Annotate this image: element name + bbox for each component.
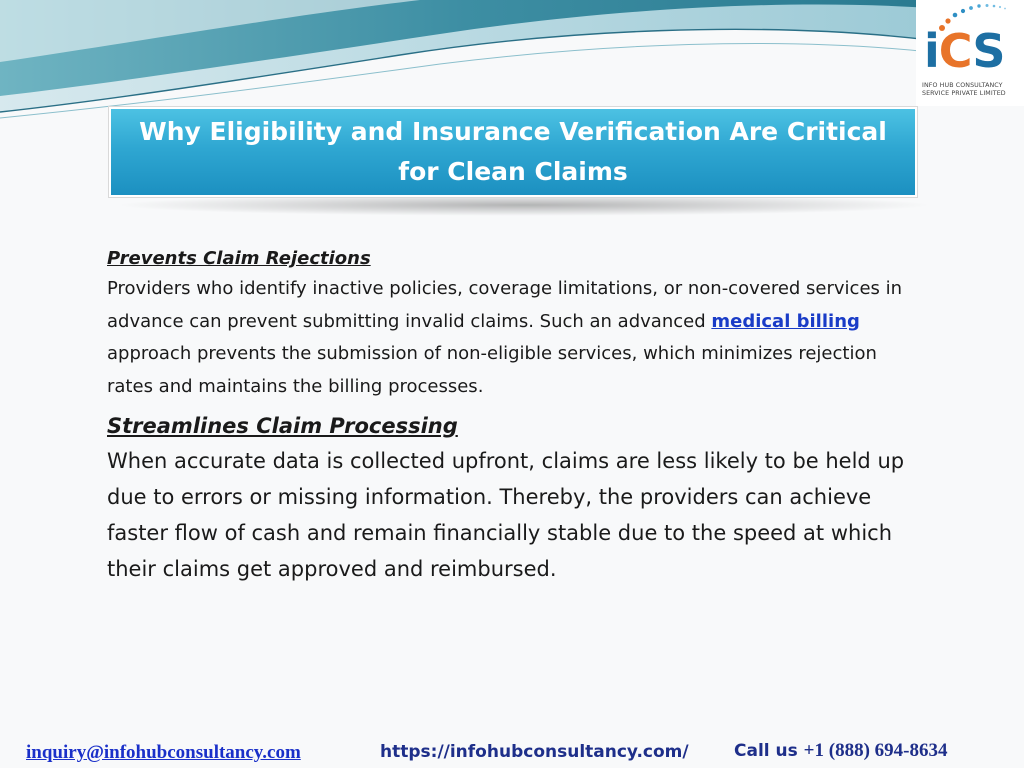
logo-company-name: INFO HUB CONSULTANCY	[922, 82, 1003, 89]
footer-email-link[interactable]: inquiry@infohubconsultancy.com	[26, 742, 301, 763]
title-banner	[108, 106, 918, 198]
section-heading-streamlines-processing: Streamlines Claim Processing	[107, 414, 458, 438]
logo-wordmark: iCS	[924, 24, 1005, 78]
slide-title: Why Eligibility and Insurance Verification Are Critical for Clean Claims	[139, 117, 887, 186]
footer-website-link[interactable]: https://infohubconsultancy.com/	[380, 742, 689, 762]
medical-billing-link[interactable]: medical billing	[711, 310, 860, 332]
logo-company-suffix: SERVICE PRIVATE LIMITED	[922, 90, 1006, 97]
footer-phone: Call us +1 (888) 694-8634	[734, 740, 948, 761]
section-heading-prevents-rejections: Prevents Claim Rejections	[107, 248, 371, 269]
section-body-prevents-rejections: Providers who identify inactive policies, coverage limitations, or non-covered services in advance can prevent submitting invalid claims. Such an advanced medical billing approach prevents the submission of non-eligible services, which minimizes rejection rates and maintains the billing processes.	[107, 278, 903, 397]
footer	[0, 738, 1024, 768]
company-logo	[916, 0, 1024, 106]
section-body-streamlines-processing: When accurate data is collected upfront, claims are less likely to be held up due to errors or missing information. Thereby, the providers can achieve faster flow of cash and remain financially stable due to the speed at which their claims get approved and reimbursed.	[107, 449, 905, 581]
slide-content	[107, 246, 907, 587]
